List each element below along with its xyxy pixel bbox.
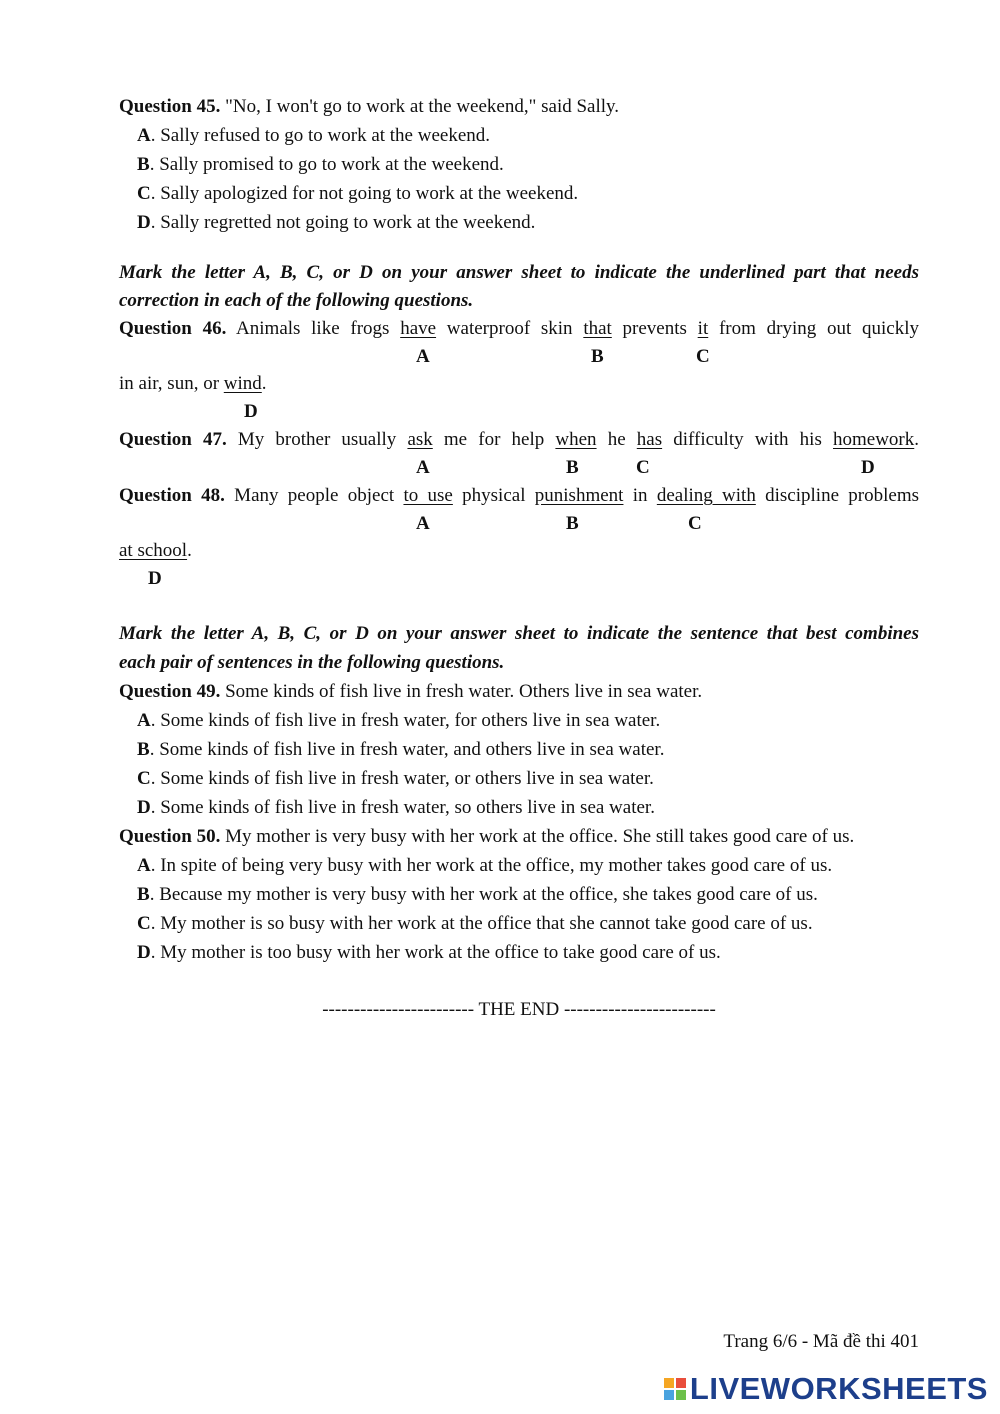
question-46-line2: in air, sun, or wind. <box>119 373 267 394</box>
question-47-line1: Question 47. My brother usually ask me for help when he has difficulty with his homework. <box>119 429 919 450</box>
q47-underline-c: has <box>636 429 663 450</box>
q45-option-a: A. Sally refused to go to work at the weekend. <box>137 125 491 146</box>
q48-underline-b: punishment <box>534 485 624 506</box>
liveworksheets-brand[interactable] <box>663 1372 988 1406</box>
q47-letter-a: A <box>416 457 430 478</box>
liveworksheets-wordmark: LIVEWORKSHEETS <box>689 1371 988 1406</box>
q47-letter-c: C <box>636 457 650 478</box>
instruction-error-identification-line2: correction in each of the following questions. <box>119 290 474 311</box>
question-49-stem: Question 49. Some kinds of fish live in fresh water. Others live in sea water. <box>119 681 703 702</box>
q49-option-d: D. Some kinds of fish live in fresh water, so others live in sea water. <box>137 797 655 818</box>
question-46-line1: Question 46. Animals like frogs have waterproof skin that prevents it from drying out quickly <box>119 318 919 339</box>
q48-underline-c: dealing with <box>656 485 756 506</box>
q50-option-d: D. My mother is too busy with her work at the office to take good care of us. <box>137 942 721 963</box>
question-48-line1: Question 48. Many people object to use physical punishment in dealing with discipline problems <box>119 485 919 506</box>
q47-letter-d: D <box>861 457 875 478</box>
q50-option-c: C. My mother is so busy with her work at the office that she cannot take good care of us. <box>137 913 813 934</box>
q50-option-a: A. In spite of being very busy with her work at the office, my mother takes good care of us. <box>137 855 833 876</box>
q45-option-c: C. Sally apologized for not going to work at the weekend. <box>137 183 579 204</box>
instruction-sentence-combination-line1: Mark the letter A, B, C, or D on your answer sheet to indicate the sentence that best combines <box>119 623 919 644</box>
q48-letter-a: A <box>416 513 430 534</box>
the-end-marker: ------------------------ THE END ------------------------ <box>322 999 716 1020</box>
question-50-stem: Question 50. My mother is very busy with her work at the office. She still takes good care of us. <box>119 826 855 847</box>
q46-letter-d: D <box>244 401 258 422</box>
question-45-stem: Question 45. "No, I won't go to work at the weekend," said Sally. <box>119 96 620 117</box>
q47-underline-d: homework <box>832 429 915 450</box>
q46-letter-c: C <box>696 346 710 367</box>
instruction-sentence-combination-line2: each pair of sentences in the following questions. <box>119 652 505 673</box>
q46-underline-b: that <box>583 318 612 339</box>
q47-underline-a: ask <box>407 429 433 450</box>
q45-option-d: D. Sally regretted not going to work at the weekend. <box>137 212 536 233</box>
q46-underline-c: it <box>697 318 709 339</box>
q50-option-b: B. Because my mother is very busy with her work at the office, she takes good care of us. <box>137 884 818 905</box>
q48-underline-d: at school <box>119 540 188 561</box>
q48-letter-c: C <box>688 513 702 534</box>
instruction-error-identification-line1: Mark the letter A, B, C, or D on your answer sheet to indicate the underlined part that needs <box>119 262 919 283</box>
q46-letter-a: A <box>416 346 430 367</box>
q46-underline-d: wind <box>223 373 262 394</box>
q47-letter-b: B <box>566 457 579 478</box>
q48-letter-d: D <box>148 568 162 589</box>
q48-letter-b: B <box>566 513 579 534</box>
q47-underline-b: when <box>555 429 597 450</box>
q48-underline-a: to use <box>403 485 453 506</box>
q46-letter-b: B <box>591 346 604 367</box>
q49-option-c: C. Some kinds of fish live in fresh water, or others live in sea water. <box>137 768 654 789</box>
liveworksheets-logo-icon <box>663 1377 687 1401</box>
page-footer: Trang 6/6 - Mã đề thi 401 <box>723 1331 919 1352</box>
question-48-line2: at school. <box>119 540 192 561</box>
q49-option-b: B. Some kinds of fish live in fresh water, and others live in sea water. <box>137 739 665 760</box>
q46-underline-a: have <box>400 318 437 339</box>
q45-option-b: B. Sally promised to go to work at the weekend. <box>137 154 504 175</box>
q49-option-a: A. Some kinds of fish live in fresh water, for others live in sea water. <box>137 710 661 731</box>
